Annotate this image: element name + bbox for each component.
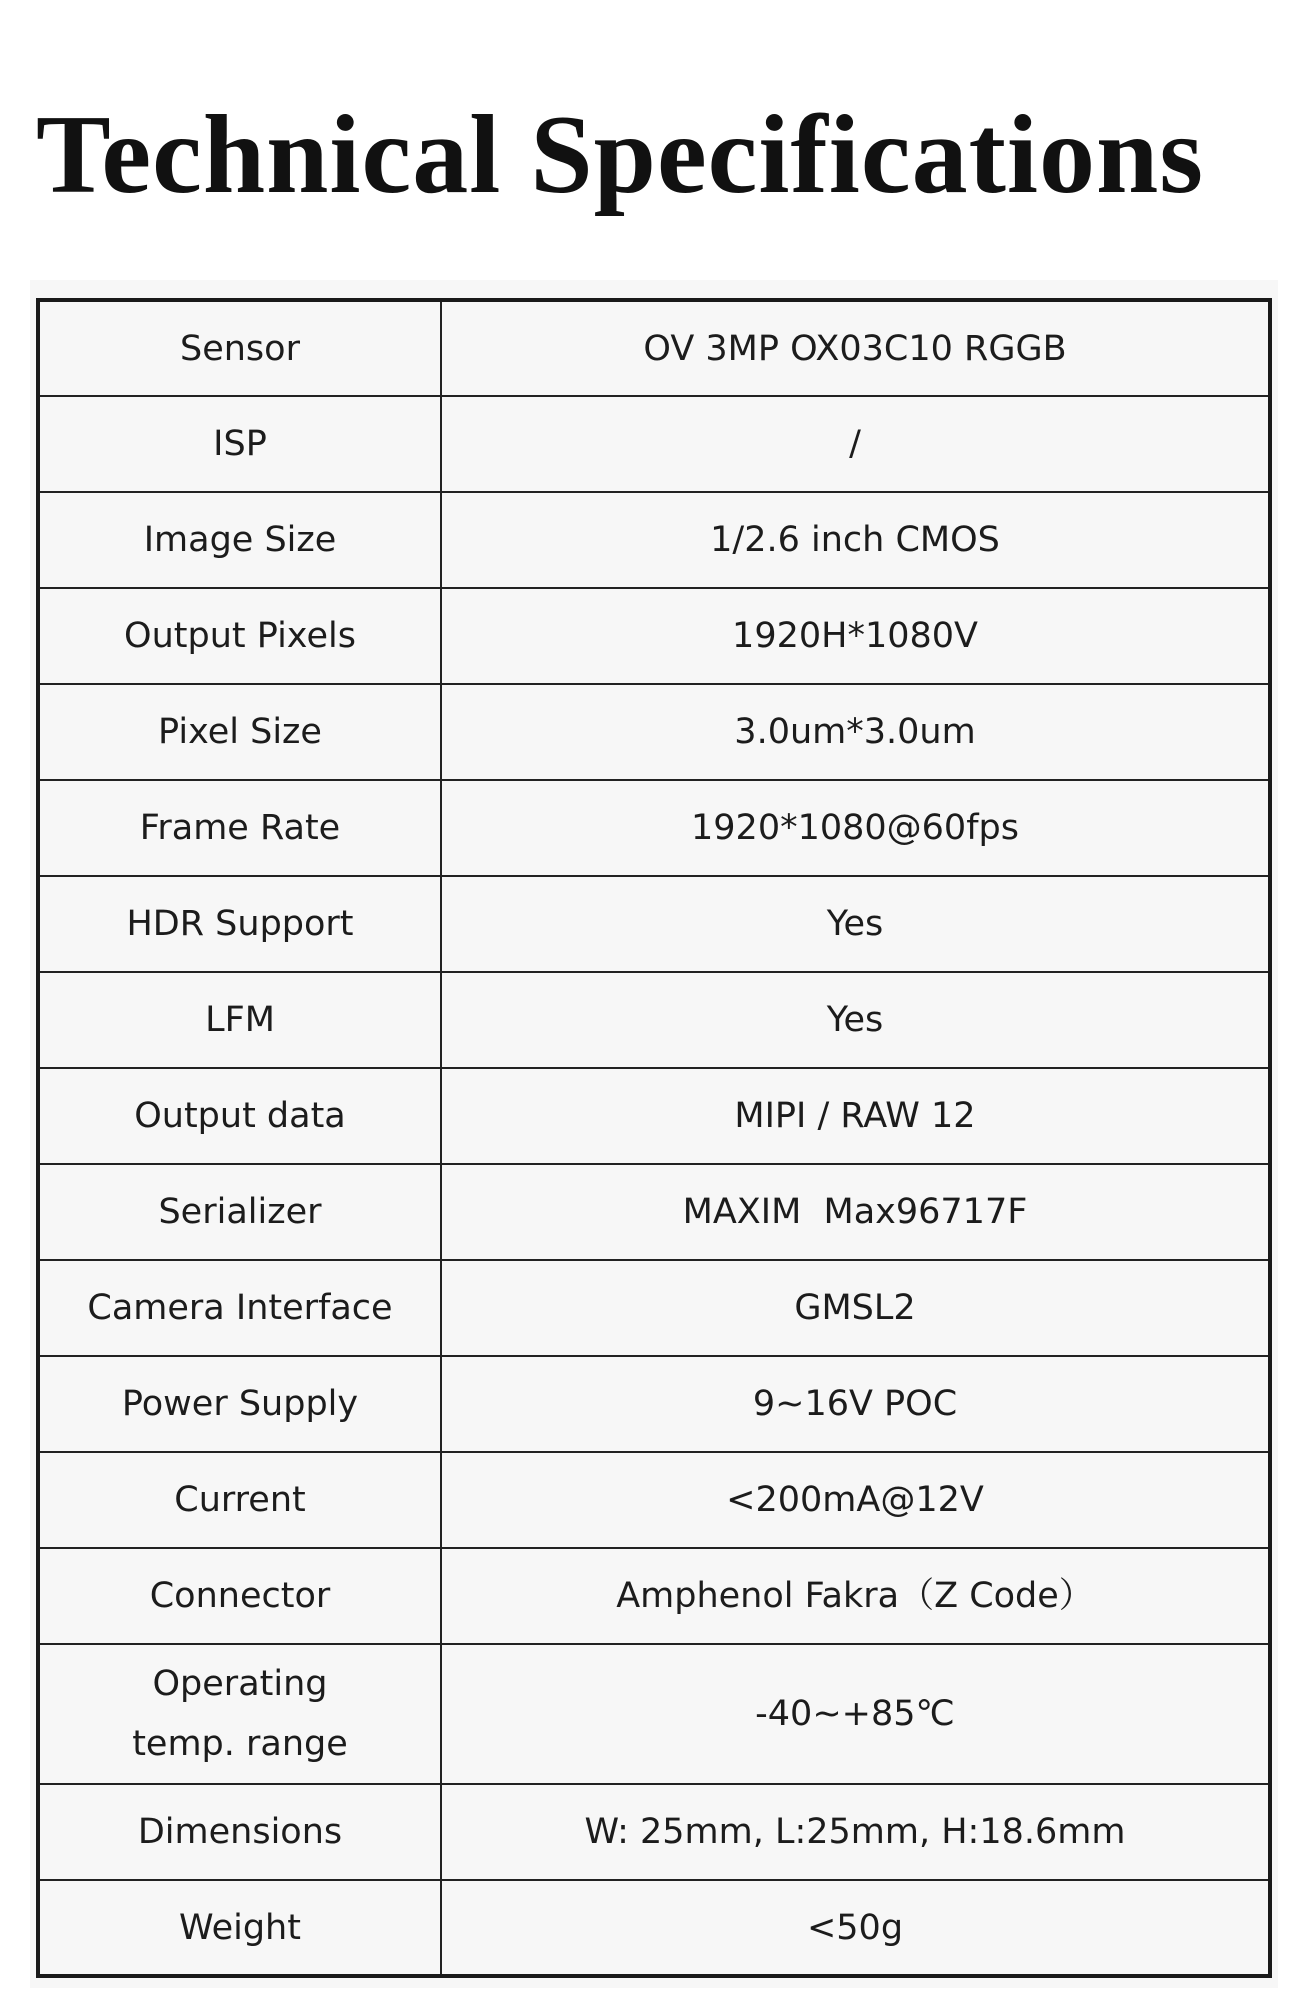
spec-value: 3.0um*3.0um [441, 684, 1270, 780]
spec-row-image-size [38, 492, 1270, 588]
spec-value: Yes [441, 876, 1270, 972]
spec-row-power-supply [38, 1356, 1270, 1452]
spec-row-operating-temp [38, 1644, 1270, 1784]
spec-row-camera-interface [38, 1260, 1270, 1356]
spec-row-current [38, 1452, 1270, 1548]
spec-row-output-pixels [38, 588, 1270, 684]
spec-label: Output Pixels [38, 588, 441, 684]
spec-value: 1/2.6 inch CMOS [441, 492, 1270, 588]
spec-row-frame-rate [38, 780, 1270, 876]
spec-value: MIPI / RAW 12 [441, 1068, 1270, 1164]
spec-value: W: 25mm, L:25mm, H:18.6mm [441, 1784, 1270, 1880]
spec-label: HDR Support [38, 876, 441, 972]
spec-row-weight [38, 1880, 1270, 1976]
spec-value: <200mA@12V [441, 1452, 1270, 1548]
spec-value: 9~16V POC [441, 1356, 1270, 1452]
spec-table-container [30, 280, 1278, 1988]
spec-label: Operating temp. range [38, 1644, 441, 1784]
spec-label: Power Supply [38, 1356, 441, 1452]
spec-value: Yes [441, 972, 1270, 1068]
spec-value: 1920*1080@60fps [441, 780, 1270, 876]
spec-label: Pixel Size [38, 684, 441, 780]
spec-label: Dimensions [38, 1784, 441, 1880]
spec-value: Amphenol Fakra（Z Code） [441, 1548, 1270, 1644]
spec-value: GMSL2 [441, 1260, 1270, 1356]
spec-row-output-data [38, 1068, 1270, 1164]
spec-row-pixel-size [38, 684, 1270, 780]
spec-value: / [441, 396, 1270, 492]
spec-label: Current [38, 1452, 441, 1548]
spec-label: Sensor [38, 300, 441, 396]
spec-row-isp [38, 396, 1270, 492]
spec-row-dimensions [38, 1784, 1270, 1880]
spec-label: Output data [38, 1068, 441, 1164]
spec-value: OV 3MP OX03C10 RGGB [441, 300, 1270, 396]
spec-value: <50g [441, 1880, 1270, 1976]
spec-value: -40~+85℃ [441, 1644, 1270, 1784]
spec-row-serializer [38, 1164, 1270, 1260]
spec-label: LFM [38, 972, 441, 1068]
spec-label: Weight [38, 1880, 441, 1976]
spec-label: Frame Rate [38, 780, 441, 876]
spec-label: Camera Interface [38, 1260, 441, 1356]
spec-value: MAXIM Max96717F [441, 1164, 1270, 1260]
spec-row-lfm [38, 972, 1270, 1068]
spec-label: ISP [38, 396, 441, 492]
spec-table [36, 298, 1272, 1978]
spec-row-sensor [38, 300, 1270, 396]
spec-label: Connector [38, 1548, 441, 1644]
page-title: Technical Specifications [36, 93, 1204, 217]
spec-label: Image Size [38, 492, 441, 588]
spec-value: 1920H*1080V [441, 588, 1270, 684]
spec-row-connector [38, 1548, 1270, 1644]
spec-row-hdr-support [38, 876, 1270, 972]
spec-label: Serializer [38, 1164, 441, 1260]
